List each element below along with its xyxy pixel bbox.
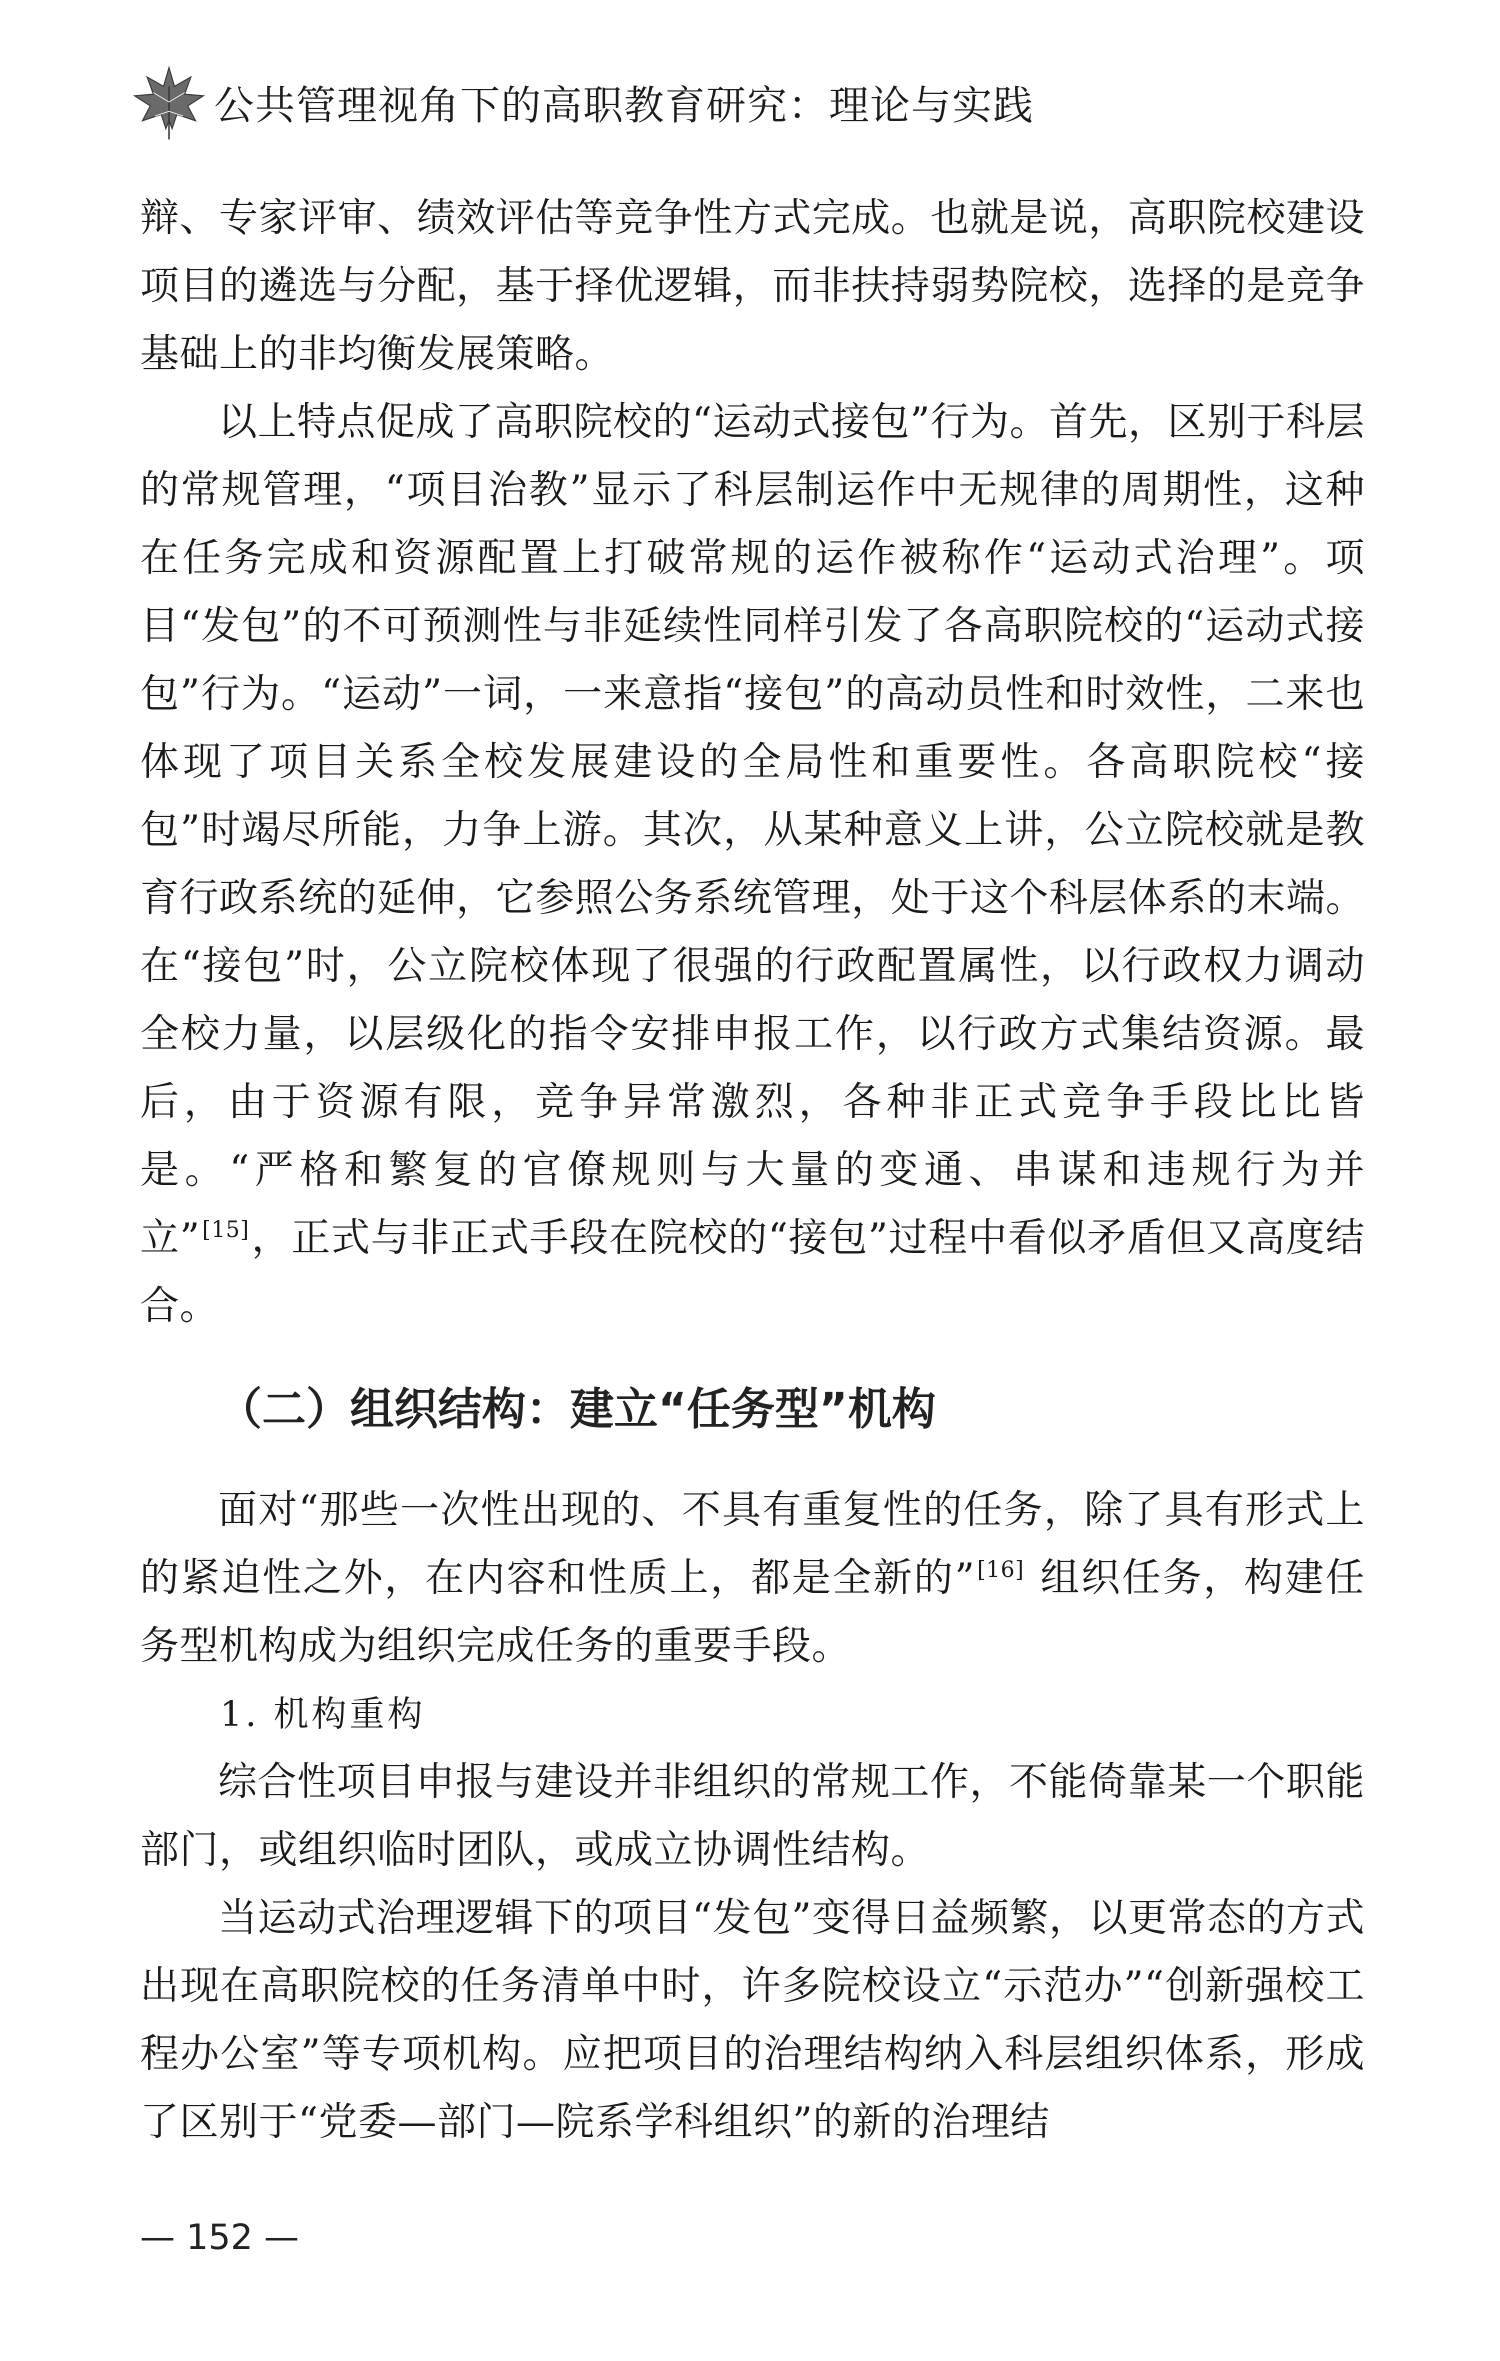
paragraph-5-text: 当运动式治理逻辑下的项目“发包”变得日益频繁，以更常态的方式出现在高职院校的任务清单中时，许多院校设立“示范办”“创新强校工程办公室”等专项机构。应把项目的治理结构纳入科层组织体系，形成了区别于“党委—部门—院系学科组织”的新的治理结 [140, 1896, 1365, 2145]
section-heading: （二）组织结构：建立“任务型”机构 [218, 1384, 936, 1435]
paragraph-1 [140, 185, 1365, 389]
paragraph-2-text-after: ，正式与非正式手段在院校的“接包”过程中看似矛盾但又高度结合。 [140, 1216, 1365, 1329]
citation-16: [16] [977, 1558, 1025, 1583]
paragraph-4 [140, 1749, 1365, 1885]
running-header [130, 62, 1034, 142]
maple-leaf-icon [130, 63, 208, 141]
paragraph-5 [140, 1885, 1365, 2157]
paragraph-3-text: 面对“那些一次性出现的、不具有重复性的任务，除了具有形式上的紧迫性之外，在内容和性质上，都是全新的” [140, 1488, 1365, 1601]
sub-heading: 1. 机构重构 [220, 1695, 426, 1735]
paragraph-3-text-after: 组织任务，构建任务型机构成为组织完成任务的重要手段。 [140, 1556, 1365, 1669]
paragraph-2-text: 以上特点促成了高职院校的“运动式接包”行为。首先，区别于科层的常规管理，“项目治教”显示了科层制运作中无规律的周期性，这种在任务完成和资源配置上打破常规的运作被称作“运动式治理”。项目“发包”的不可预测性与非延续性同样引发了各高职院校的“运动式接包”行为。“运动”一词，一来意指“接包”的高动员性和时效性，二来也体现了项目关系全校发展建设的全局性和重要性。各高职院校“接包”时竭尽所能，力争上游。其次，从某种意义上讲，公立院校就是教育行政系统的延伸，它参照公务系统管理，处于这个科层体系的末端。在“接包”时，公立院校体现了很强的行政配置属性，以行政权力调动全校力量，以层级化的指令安排申报工作，以行政方式集结资源。最后，由于资源有限，竞争异常激烈，各种非正式竞争手段比比皆是。“严格和繁复的官僚规则与大量的变通、串谋和违规行为并立” [140, 400, 1365, 1261]
body-text [140, 185, 1365, 2157]
page-number: — 152 — [140, 2218, 300, 2258]
paragraph-3 [140, 1477, 1365, 1681]
running-header-title: 公共管理视角下的高职教育研究：理论与实践 [214, 82, 1034, 129]
citation-15: [15] [202, 1218, 250, 1243]
paragraph-2 [140, 389, 1365, 1341]
paragraph-4-text: 综合性项目申报与建设并非组织的常规工作，不能倚靠某一个职能部门，或组织临时团队，或成立协调性结构。 [140, 1760, 1365, 1873]
paragraph-1-text: 辩、专家评审、绩效评估等竞争性方式完成。也就是说，高职院校建设项目的遴选与分配，基于择优逻辑，而非扶持弱势院校，选择的是竞争基础上的非均衡发展策略。 [140, 196, 1365, 377]
